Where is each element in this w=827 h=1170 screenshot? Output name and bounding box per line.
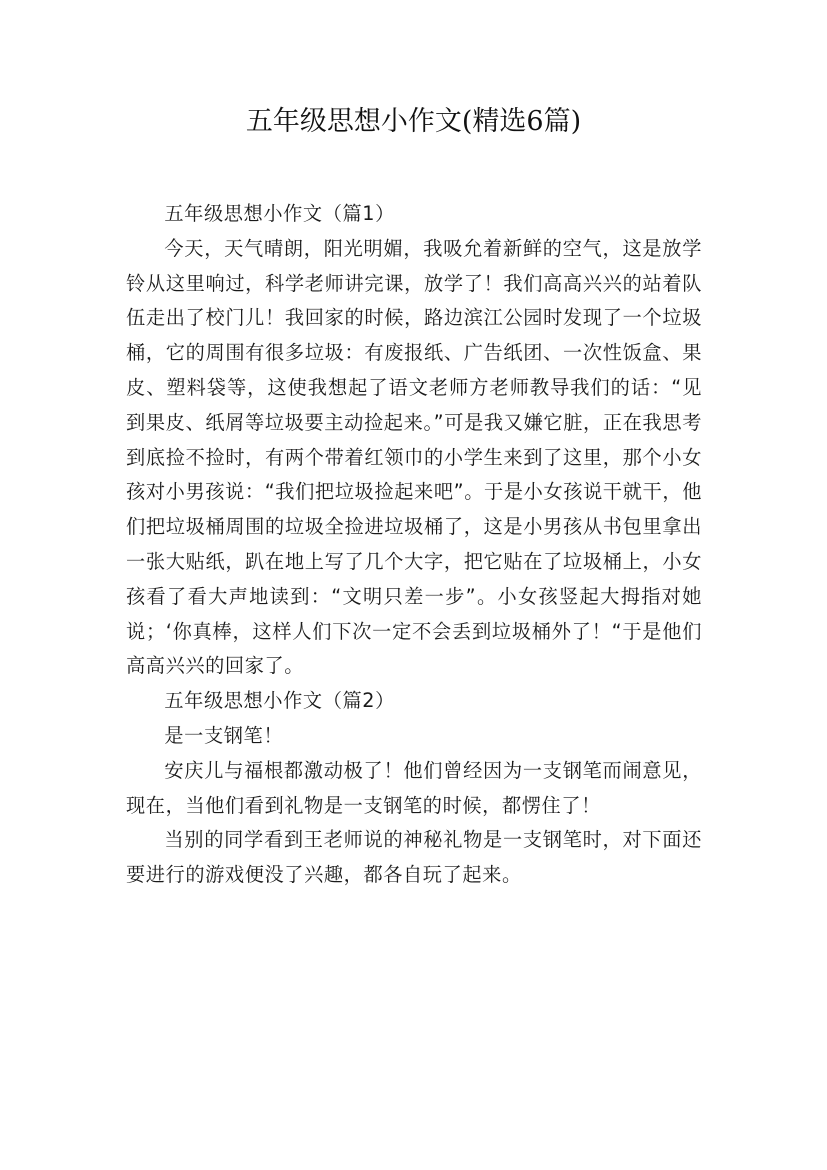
paragraph-essay-1: 今天，天气晴朗，阳光明媚，我吸允着新鲜的空气，这是放学铃从这里响过，科学老师讲完课，放学了！我们高高兴兴的站着队伍走出了校门儿！我回家的时候，路边滨江公园时发现了一个垃圾桶，它的周围有很多垃圾：有废报纸、广告纸团、一次性饭盒、果皮、塑料袋等，这使我想起了语文老师方老师教导我们的话：“见到果皮、纸屑等垃圾要主动捡起来。”可是我又嫌它脏，正在我思考到底捡不捡时，有两个带着红领巾的小学生来到了这里，那个小女孩对小男孩说：“我们把垃圾捡起来吧”。于是小女孩说干就干，他们把垃圾桶周围的垃圾全捡进垃圾桶了，这是小男孩从书包里拿出一张大贴纸，趴在地上写了几个大字，把它贴在了垃圾桶上，小女孩看了看大声地读到：“文明只差一步”。小女孩竖起大拇指对她说；‘你真棒，这样人们下次一定不会丢到垃圾桶外了！“于是他们高高兴兴的回家了。: [126, 236, 702, 678]
paragraph-essay-2-body-1: 安庆儿与福根都激动极了！他们曾经因为一支钢笔而闹意见，现在，当他们看到礼物是一支钢笔的时候，都愣住了！: [126, 758, 702, 817]
section-heading-1: 五年级思想小作文（篇1）: [164, 202, 395, 225]
paragraph-essay-2-opening: 是一支钢笔！: [164, 723, 284, 747]
document-title: 五年级思想小作文(精选6篇): [245, 106, 582, 137]
section-heading-2: 五年级思想小作文（篇2）: [164, 689, 395, 713]
document-body: [126, 197, 702, 893]
paragraph-essay-2-body-2: 当别的同学看到王老师说的神秘礼物是一支钢笔时，对下面还要进行的游戏便没了兴趣，都各自玩了起来。: [126, 828, 702, 887]
